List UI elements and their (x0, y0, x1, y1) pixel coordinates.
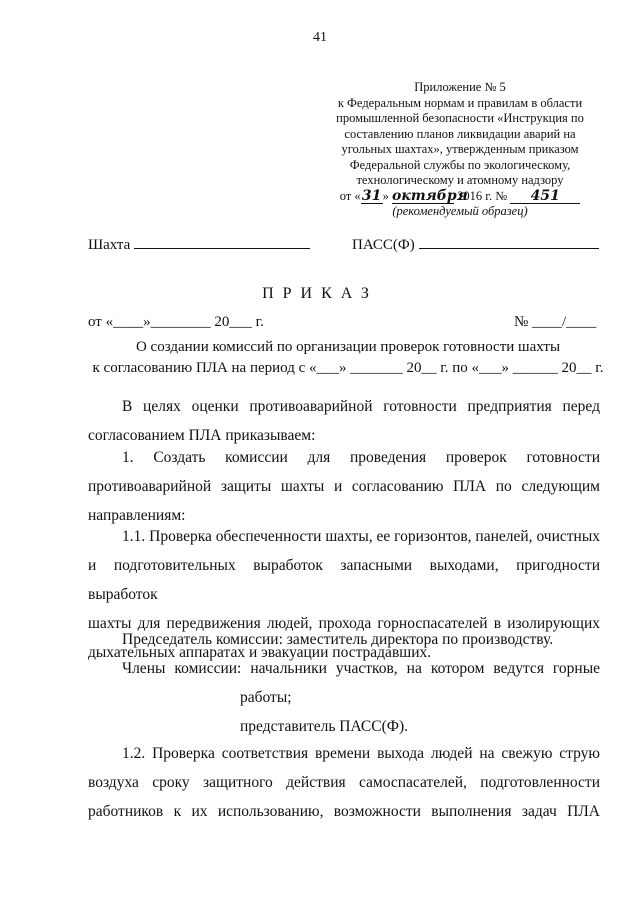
members-paragraph: Члены комиссии: начальники участков, на котором ведутся горные работы; представитель ПАСС(Ф). (122, 660, 600, 735)
handwritten-day: 31 (361, 187, 382, 204)
handwritten-month: октября (392, 187, 468, 204)
appendix-block (300, 80, 620, 220)
order-number: № ____/____ (514, 314, 597, 330)
subject-line: О создании комиссий по организации проверок готовности шахты (135, 339, 561, 355)
order-subject (88, 337, 608, 379)
handwritten-number: 451 (510, 190, 580, 204)
subject-line: к согласованию ПЛА на период с «___» _______ 20__ г. по «___» ______ 20__ г. (92, 360, 604, 376)
appendix-line: промышленной безопасности «Инструкция по (336, 111, 584, 125)
appendix-date-line: от «31» октября 2016 г. № 451 (300, 189, 620, 205)
pass-field (352, 236, 599, 254)
mine-field (88, 236, 310, 254)
appendix-line: Федеральной службы по экологическому, (349, 157, 571, 172)
appendix-line: к Федеральным нормам и правилам в области (337, 95, 583, 110)
pass-blank (419, 236, 599, 249)
mine-label: Шахта (88, 237, 131, 253)
item-1-1-paragraph: 1.1. Проверка обеспеченности шахты, ее горизонтов, панелей, очистных и подготовительных выработок запасными выходами, пригодности выработок шахты для передвижения людей, прохода горноспасателей в изолирующих дыхательных аппаратах и эвакуации пострадавших. (88, 528, 600, 661)
appendix-title: Приложение № 5 (414, 80, 506, 94)
chairman-line: Председатель комиссии: заместитель директора по производству. (122, 631, 554, 648)
mine-blank (134, 236, 310, 249)
pass-label: ПАСС(Ф) (352, 237, 415, 253)
appendix-line: составлению планов ликвидации аварий на (344, 126, 576, 141)
item-1-2-paragraph: 1.2. Проверка соответствия времени выхода людей на свежую струю воздуха сроку защитного действия самоспасателей, подготовленности работников к их использованию, возможности выполнения задач ПЛА (88, 745, 600, 820)
order-date: от «____»________ 20___ г. (88, 314, 264, 330)
item-1-paragraph: 1. Создать комиссии для проведения проверок готовности противоаварийной защиты шахты и согласованию ПЛА по следующим направлениям: (88, 449, 600, 524)
sample-note: (рекомендуемый образец) (392, 204, 528, 218)
order-title: ПРИКАЗ (262, 285, 378, 302)
appendix-line: технологическому и атомному надзору (356, 173, 564, 187)
appendix-line: угольных шахтах», утвержденным приказом (341, 142, 579, 156)
page-number: 41 (313, 30, 327, 45)
intro-paragraph: В целях оценки противоаварийной готовности предприятия перед согласованием ПЛА приказываем: (88, 398, 600, 444)
